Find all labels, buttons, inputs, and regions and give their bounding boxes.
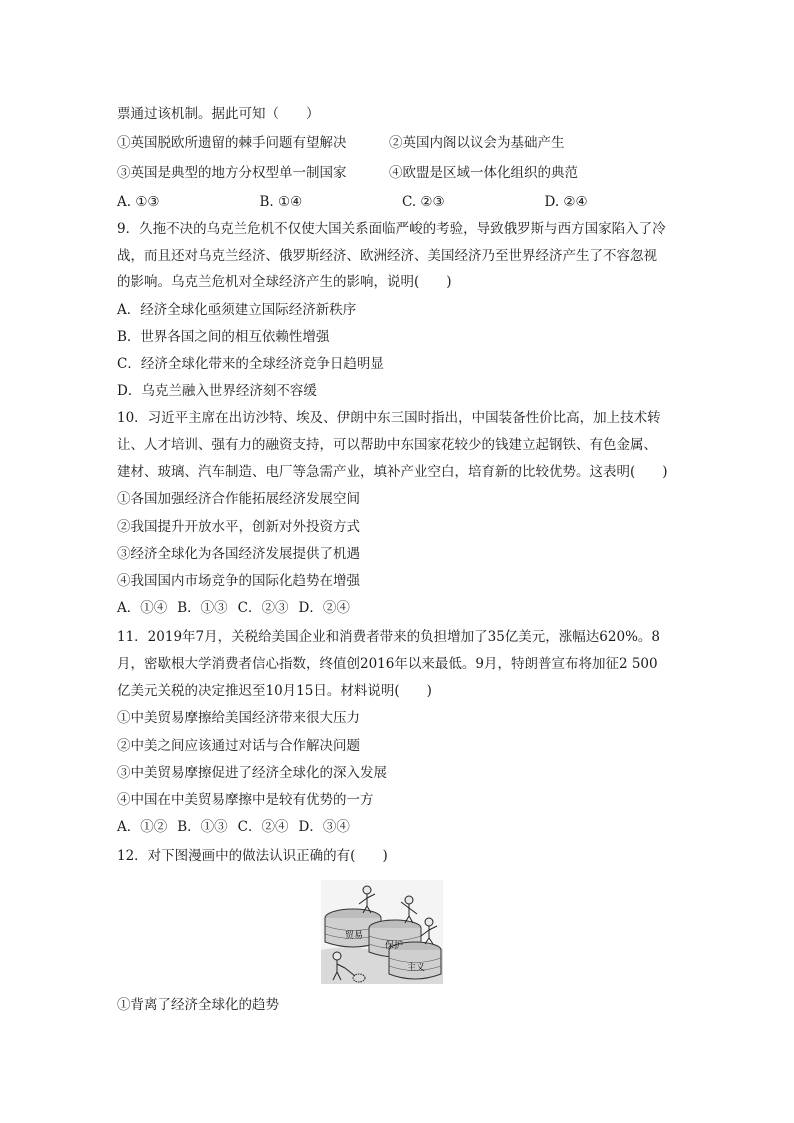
cartoon-label-trade: 贸易 (345, 931, 364, 941)
q11-choice-c: C．②④ (237, 819, 289, 835)
q10-choice-a: A．①④ (117, 600, 168, 616)
q10-stem-line-2: 让、人才培训、强有力的融资支持，可以帮助中东国家花较少的钱建立起钢铁、有色金属、 (117, 437, 657, 453)
q10-option-4: ④我国国内市场竞争的国际化趋势在增强 (117, 573, 360, 589)
q9-option-a: A．经济全球化亟须建立国际经济新秩序 (117, 302, 357, 318)
q11-stem-line-1: 11．2019年7月，关税给美国企业和消费者带来的负担增加了35亿美元，涨幅达620%。8 (117, 629, 660, 645)
q8-options-row-1 (117, 134, 687, 152)
q11-option-4: ④中国在中美贸易摩擦中是较有优势的一方 (117, 792, 374, 808)
q12-option-1: ①背离了经济全球化的趋势 (117, 997, 279, 1013)
q10-choice-d: D．②④ (298, 600, 350, 616)
q10-option-2: ②我国提升开放水平，创新对外投资方式 (117, 519, 360, 535)
q8-stem-tail: 票通过该机制。据此可知（ ） (117, 106, 320, 122)
q8-options-row-2 (117, 164, 687, 182)
q8-choice-d: D. ②④ (544, 194, 588, 210)
cartoon-illustration (321, 880, 443, 984)
q9-option-c: C．经济全球化带来的全球经济竞争日趋明显 (117, 356, 384, 372)
q8-option-4: ④欧盟是区域一体化组织的典范 (389, 165, 578, 181)
q11-choice-b: B．①③ (177, 819, 228, 835)
q8-option-2: ②英国内阁以议会为基础产生 (389, 135, 565, 151)
q12-stem: 12．对下图漫画中的做法认识正确的有( ) (117, 848, 388, 864)
q10-stem-line-1: 10．习近平主席在出访沙特、埃及、伊朗中东三国时指出，中国装备性价比高，加上技术转 (117, 410, 661, 426)
q8-option-1: ①英国脱欧所遗留的棘手问题有望解决 (117, 135, 347, 151)
q8-choice-c: C. ②③ (402, 194, 445, 210)
q9-stem-line-3: 的影响。乌克兰危机对全球经济产生的影响，说明( ) (117, 274, 452, 290)
q9-stem-line-2: 战，而且还对乌克兰经济、俄罗斯经济、欧洲经济、美国经济乃至世界经济产生了不容忽视 (117, 248, 657, 264)
q10-choice-c: C．②③ (237, 600, 289, 616)
q11-stem-line-2: 月，密歇根大学消费者信心指数，终值创2016年以来最低。9月，特朗普宣布将加征2 500 (117, 656, 658, 672)
cartoon-label-protection: 保护 (385, 941, 404, 951)
q11-option-1: ①中美贸易摩擦给美国经济带来很大压力 (117, 710, 360, 726)
q9-option-d: D．乌克兰融入世界经济刻不容缓 (117, 383, 317, 399)
q11-stem-line-3: 亿美元关税的决定推迟至10月15日。材料说明( ) (117, 683, 432, 699)
q10-choice-b: B．①③ (177, 600, 228, 616)
q8-choice-b: B. ①④ (259, 194, 303, 210)
q10-option-3: ③经济全球化为各国经济发展提供了机遇 (117, 546, 360, 562)
cartoon-label-ism: 主义 (407, 963, 426, 973)
q11-option-3: ③中美贸易摩擦促进了经济全球化的深入发展 (117, 765, 387, 781)
q11-option-2: ②中美之间应该通过对话与合作解决问题 (117, 738, 360, 754)
q8-choice-a: A. ①③ (117, 194, 160, 210)
q9-option-b: B．世界各国之间的相互依赖性增强 (117, 329, 330, 345)
q10-stem-line-3: 建材、玻璃、汽车制造、电厂等急需产业，填补产业空白，培育新的比较优势。这表明( ) (117, 464, 668, 480)
q11-choice-a: A．①② (117, 819, 168, 835)
q8-choices (117, 193, 687, 211)
q10-option-1: ①各国加强经济合作能拓展经济发展空间 (117, 491, 360, 507)
q11-choice-d: D．③④ (298, 819, 350, 835)
q10-choices (117, 599, 687, 617)
q9-stem-line-1: 9．久拖不决的乌克兰危机不仅使大国关系面临严峻的考验，导致俄罗斯与西方国家陷入了冷 (117, 221, 666, 237)
q11-choices (117, 818, 687, 836)
q8-option-3: ③英国是典型的地方分权型单一制国家 (117, 165, 347, 181)
